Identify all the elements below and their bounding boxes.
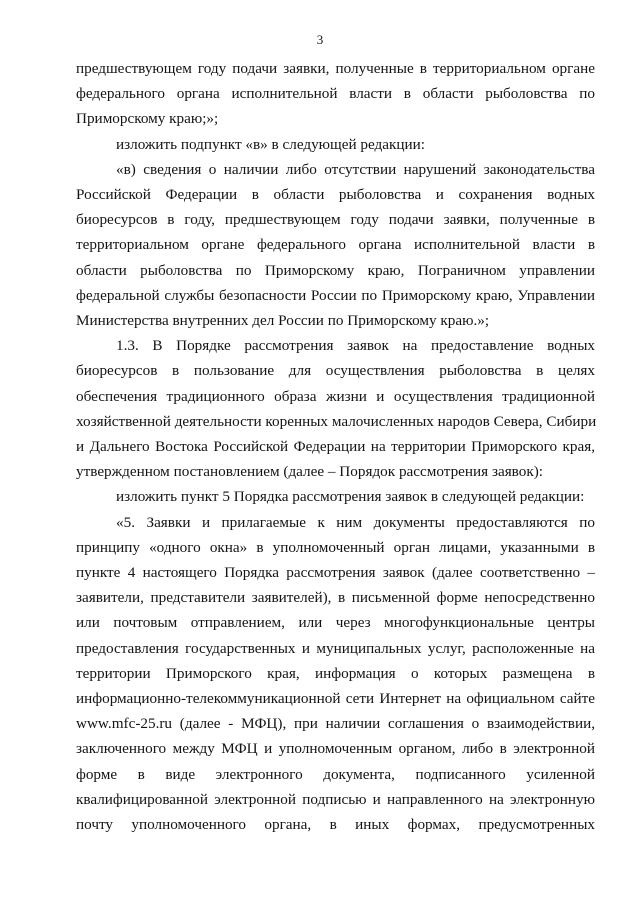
text-line: «в) сведения о наличии либо отсутствии нарушений законодательства [116, 160, 595, 178]
text-line: хозяйственной деятельности коренных малочисленных народов Севера, Сибири [76, 412, 597, 430]
text-line: изложить подпункт «в» в следующей редакции: [116, 135, 425, 153]
text-line: Министерства внутренних дел России по Приморскому краю.»; [76, 312, 490, 329]
text-line: почту уполномоченного органа, в иных формах, предусмотренных [76, 816, 595, 833]
text-line: утвержденном постановлением (далее – Порядок рассмотрения заявок): [76, 463, 544, 481]
text-line: территории Приморского края, информация о которых размещена в [76, 664, 595, 682]
page-number: 3 [316, 32, 324, 47]
text-line: биоресурсов в пользование для осуществления рыболовства в целях [76, 362, 595, 380]
text-line: www.mfc-25.ru (далее - МФЦ), при наличии соглашения о взаимодействии, [76, 715, 595, 733]
text-line: заявители, представители заявителей), в письменной форме непосредственно [76, 589, 595, 607]
text-line: заключенного между МФЦ и уполномоченным органом, либо в электронной [76, 740, 595, 758]
text-line: информационно-телекоммуникационной сети Интернет на официальном сайте [76, 690, 595, 707]
text-line: федерального органа исполнительной власти в области рыболовства по [76, 85, 595, 103]
text-line: обеспечения традиционного образа жизни и осуществления традиционной [76, 387, 595, 405]
text-line: территориальном органе федерального органа исполнительной власти в [76, 236, 595, 254]
text-line: предоставления государственных и муниципальных услуг, расположенные на [76, 639, 595, 657]
text-line: федеральной службы безопасности России по Приморскому краю, Управлении [76, 286, 595, 304]
text-line: области рыболовства по Приморскому краю, Пограничном управлении [76, 261, 595, 279]
text-line: и Дальнего Востока Российской Федерации на территории Приморского края, [76, 438, 595, 455]
text-line: или почтовым отправлением, или через многофункциональные центры [76, 614, 595, 632]
text-line: принципу «одного окна» в уполномоченный орган лицами, указанными в [76, 538, 595, 556]
text-line: предшествующем году подачи заявки, полученные в территориальном органе [76, 60, 595, 77]
text-line: изложить пункт 5 Порядка рассмотрения заявок в следующей редакции: [116, 488, 585, 506]
text-line: пункте 4 настоящего Порядка рассмотрения заявок (далее соответственно – [76, 564, 595, 581]
text-line: «5. Заявки и прилагаемые к ним документы предоставляются по [116, 513, 595, 531]
text-line: биоресурсов в году, предшествующем году подачи заявки, полученные в [76, 211, 595, 229]
text-line: квалифицированной электронной подписью и направленного на электронную [76, 790, 595, 808]
text-line: Приморскому краю;»; [76, 110, 219, 128]
text-line: форме в виде электронного документа, подписанного усиленной [76, 765, 595, 783]
text-line: Российской Федерации в области рыболовства и сохранения водных [76, 186, 595, 203]
text-line: 1.3. В Порядке рассмотрения заявок на предоставление водных [116, 337, 595, 355]
